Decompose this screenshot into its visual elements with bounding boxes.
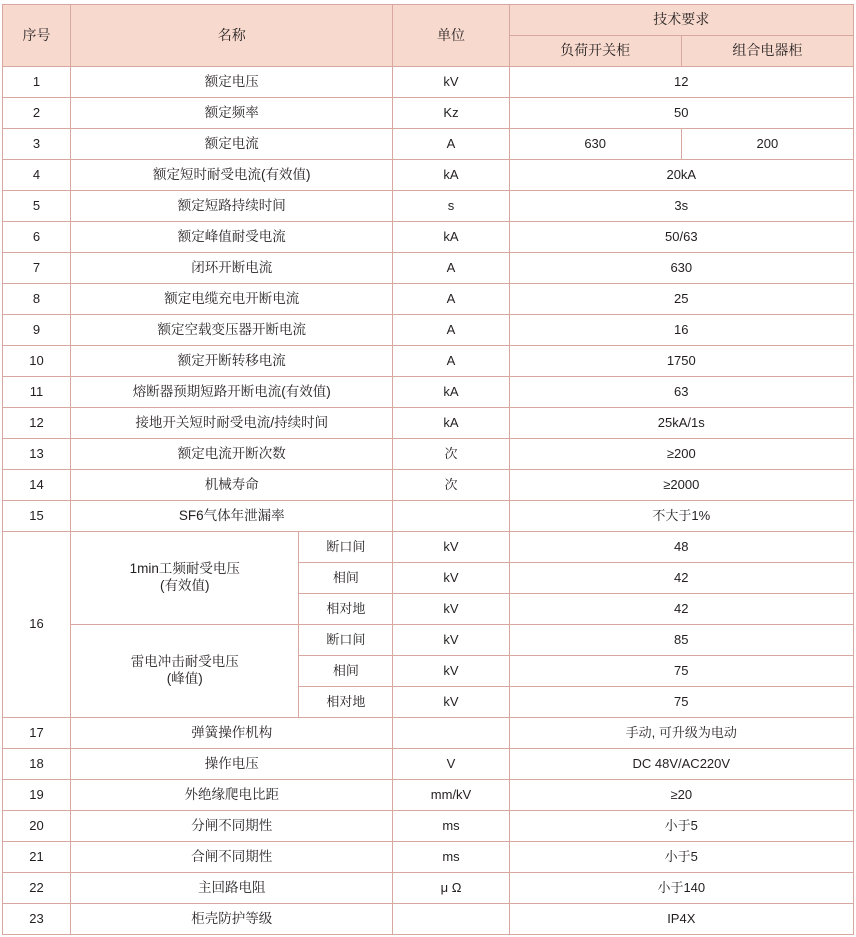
row-no: 20	[3, 811, 71, 842]
row-no: 23	[3, 904, 71, 935]
table-body	[3, 67, 854, 935]
row-no: 12	[3, 408, 71, 439]
row-unit: A	[393, 284, 509, 315]
table-row	[3, 284, 854, 315]
row-no: 21	[3, 842, 71, 873]
table-row	[3, 377, 854, 408]
row-name: 额定频率	[71, 98, 393, 129]
table-row	[3, 191, 854, 222]
row-value: 42	[509, 594, 853, 625]
row-unit: ms	[393, 811, 509, 842]
row-value: IP4X	[509, 904, 853, 935]
row-unit: V	[393, 749, 509, 780]
row-value: 不大于1%	[509, 501, 853, 532]
row-value: 75	[509, 687, 853, 718]
row-unit	[393, 718, 509, 749]
row-no: 9	[3, 315, 71, 346]
row-name: 接地开关短时耐受电流/持续时间	[71, 408, 393, 439]
row-name: 熔断器预期短路开断电流(有效值)	[71, 377, 393, 408]
row-unit: kV	[393, 563, 509, 594]
table-row	[3, 749, 854, 780]
row-no: 3	[3, 129, 71, 160]
row-unit: ms	[393, 842, 509, 873]
row-no: 15	[3, 501, 71, 532]
row-name: 主回路电阻	[71, 873, 393, 904]
row-value: ≥200	[509, 439, 853, 470]
table-row	[3, 501, 854, 532]
row-no: 17	[3, 718, 71, 749]
row-name: 额定电流	[71, 129, 393, 160]
row-value-combined: 200	[681, 129, 853, 160]
row-name: 合闸不同期性	[71, 842, 393, 873]
table-row	[3, 780, 854, 811]
group-name-line1: 1min工频耐受电压	[129, 561, 240, 577]
table-header-row-1	[3, 5, 854, 36]
table-row	[3, 718, 854, 749]
table-row	[3, 470, 854, 501]
row-name: 额定电缆充电开断电流	[71, 284, 393, 315]
table-row	[3, 842, 854, 873]
row-name: 机械寿命	[71, 470, 393, 501]
header-tech-req: 技术要求	[509, 5, 853, 36]
row-unit: 次	[393, 470, 509, 501]
row-unit: kV	[393, 656, 509, 687]
row-sub: 断口间	[299, 532, 393, 563]
row-name: 闭环开断电流	[71, 253, 393, 284]
row-unit: A	[393, 346, 509, 377]
row-name: 额定电压	[71, 67, 393, 98]
row-no: 1	[3, 67, 71, 98]
row-value: ≥2000	[509, 470, 853, 501]
row-sub: 断口间	[299, 625, 393, 656]
row-no: 11	[3, 377, 71, 408]
row-value: 12	[509, 67, 853, 98]
row-value: 630	[509, 253, 853, 284]
table-row	[3, 873, 854, 904]
row-unit: kV	[393, 532, 509, 563]
row-value: 20kA	[509, 160, 853, 191]
row-value-load-switch: 630	[509, 129, 681, 160]
header-unit: 单位	[393, 5, 509, 67]
row-unit: A	[393, 129, 509, 160]
row-value: 63	[509, 377, 853, 408]
row-value: 25	[509, 284, 853, 315]
table-header	[3, 5, 854, 67]
row-sub: 相对地	[299, 594, 393, 625]
row-no: 14	[3, 470, 71, 501]
row-no: 7	[3, 253, 71, 284]
header-sub-load-switch-cabinet: 负荷开关柜	[509, 36, 681, 67]
row-unit: μ Ω	[393, 873, 509, 904]
row-value: 85	[509, 625, 853, 656]
row-value: 3s	[509, 191, 853, 222]
row-value: 小于140	[509, 873, 853, 904]
table-row	[3, 346, 854, 377]
row-name: 额定电流开断次数	[71, 439, 393, 470]
row-value: ≥20	[509, 780, 853, 811]
row-no: 18	[3, 749, 71, 780]
row-value: 50/63	[509, 222, 853, 253]
row-no: 22	[3, 873, 71, 904]
table-row	[3, 98, 854, 129]
row-name: 额定短路持续时间	[71, 191, 393, 222]
row-no: 8	[3, 284, 71, 315]
row-no: 10	[3, 346, 71, 377]
row-unit: kA	[393, 408, 509, 439]
table-row	[3, 67, 854, 98]
group-name-line2: (峰值)	[166, 671, 203, 686]
row-no: 16	[3, 532, 71, 718]
table-row	[3, 532, 854, 563]
table-row	[3, 129, 854, 160]
table-row	[3, 222, 854, 253]
row-no: 5	[3, 191, 71, 222]
table-row	[3, 408, 854, 439]
row-unit	[393, 501, 509, 532]
row-no: 2	[3, 98, 71, 129]
row-name: 操作电压	[71, 749, 393, 780]
table-row	[3, 160, 854, 191]
row-no: 19	[3, 780, 71, 811]
header-sub-combined-apparatus-cabinet: 组合电器柜	[681, 36, 853, 67]
row-name: 额定短时耐受电流(有效值)	[71, 160, 393, 191]
row-name: 分闸不同期性	[71, 811, 393, 842]
row-value: 48	[509, 532, 853, 563]
table-row	[3, 625, 854, 656]
row-unit: kA	[393, 160, 509, 191]
row-name: 额定空载变压器开断电流	[71, 315, 393, 346]
row-name: SF6气体年泄漏率	[71, 501, 393, 532]
table-row	[3, 439, 854, 470]
row-unit: A	[393, 315, 509, 346]
row-unit: s	[393, 191, 509, 222]
row-unit: kA	[393, 377, 509, 408]
header-name: 名称	[71, 5, 393, 67]
row-unit: 次	[393, 439, 509, 470]
row-value: DC 48V/AC220V	[509, 749, 853, 780]
row-unit: A	[393, 253, 509, 284]
row-unit: mm/kV	[393, 780, 509, 811]
group-name-lightning-impulse	[71, 625, 299, 718]
row-value: 42	[509, 563, 853, 594]
row-sub: 相对地	[299, 687, 393, 718]
table-row	[3, 811, 854, 842]
row-name: 额定峰值耐受电流	[71, 222, 393, 253]
row-value: 16	[509, 315, 853, 346]
table-row	[3, 904, 854, 935]
row-unit: kV	[393, 67, 509, 98]
row-unit: Kz	[393, 98, 509, 129]
row-value: 小于5	[509, 811, 853, 842]
row-sub: 相间	[299, 656, 393, 687]
group-name-line2: (有效值)	[159, 578, 210, 593]
row-value: 50	[509, 98, 853, 129]
row-sub: 相间	[299, 563, 393, 594]
row-name: 额定开断转移电流	[71, 346, 393, 377]
group-name-power-frequency	[71, 532, 299, 625]
row-unit	[393, 904, 509, 935]
row-name: 弹簧操作机构	[71, 718, 393, 749]
row-value: 手动, 可升级为电动	[509, 718, 853, 749]
specification-table	[2, 4, 854, 935]
row-name: 外绝缘爬电比距	[71, 780, 393, 811]
row-unit: kV	[393, 625, 509, 656]
row-no: 6	[3, 222, 71, 253]
row-unit: kV	[393, 594, 509, 625]
row-value: 小于5	[509, 842, 853, 873]
row-no: 13	[3, 439, 71, 470]
row-value: 75	[509, 656, 853, 687]
row-no: 4	[3, 160, 71, 191]
row-unit: kV	[393, 687, 509, 718]
row-unit: kA	[393, 222, 509, 253]
header-no: 序号	[3, 5, 71, 67]
row-value: 25kA/1s	[509, 408, 853, 439]
group-name-line1: 雷电冲击耐受电压	[130, 654, 239, 670]
table-row	[3, 315, 854, 346]
table-row	[3, 253, 854, 284]
row-name: 柜壳防护等级	[71, 904, 393, 935]
row-value: 1750	[509, 346, 853, 377]
